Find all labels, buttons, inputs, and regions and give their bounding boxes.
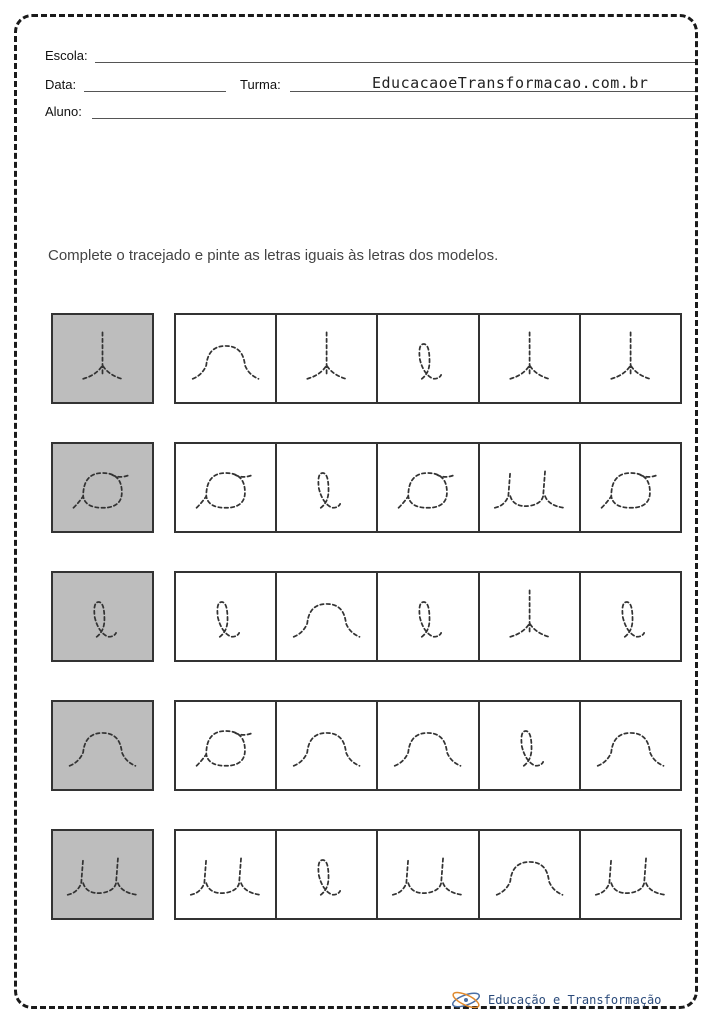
option-cell-o[interactable] <box>376 444 477 531</box>
model-letter-o <box>53 444 152 531</box>
option-letter-u <box>581 831 680 918</box>
dashed-letter-path <box>193 346 259 379</box>
options-row <box>174 829 682 920</box>
option-cell-u[interactable] <box>376 831 477 918</box>
options-row <box>174 700 682 791</box>
option-letter-o <box>581 444 680 531</box>
option-letter-l <box>581 573 680 660</box>
option-letter-n <box>378 702 477 789</box>
option-cell-n[interactable] <box>579 702 680 789</box>
option-cell-l[interactable] <box>176 573 275 660</box>
footer-brand-text: Educação e Transformação <box>488 993 662 1007</box>
data-line[interactable] <box>84 91 226 92</box>
option-letter-t <box>480 573 579 660</box>
option-letter-l <box>378 573 477 660</box>
option-cell-u[interactable] <box>579 831 680 918</box>
option-cell-o[interactable] <box>176 444 275 531</box>
option-cell-n[interactable] <box>176 315 275 402</box>
option-cell-l[interactable] <box>478 702 579 789</box>
option-cell-n[interactable] <box>478 831 579 918</box>
instruction-text: Complete o tracejado e pinte as letras iguais às letras dos modelos. <box>48 247 499 264</box>
dashed-letter-path <box>611 332 650 378</box>
option-letter-l <box>480 702 579 789</box>
options-row <box>174 442 682 533</box>
option-cell-n[interactable] <box>275 702 376 789</box>
option-letter-l <box>277 444 376 531</box>
dashed-letter-path <box>307 332 346 378</box>
option-cell-t[interactable] <box>275 315 376 402</box>
dashed-letter-path <box>399 473 455 508</box>
options-row <box>174 313 682 404</box>
model-letter-u <box>53 831 152 918</box>
dashed-letter-path <box>319 860 341 895</box>
atom-swoosh-icon <box>448 989 484 1011</box>
option-cell-u[interactable] <box>176 831 275 918</box>
dashed-letter-path <box>217 602 239 637</box>
option-letter-o <box>378 444 477 531</box>
dashed-letter-path <box>74 473 130 508</box>
option-letter-l <box>176 573 275 660</box>
escola-line[interactable] <box>95 62 695 63</box>
dashed-letter-path <box>393 858 463 895</box>
option-letter-t <box>581 315 680 402</box>
option-letter-t <box>480 315 579 402</box>
model-box-n[interactable] <box>51 700 154 791</box>
aluno-label: Aluno: <box>45 104 82 119</box>
dashed-letter-path <box>494 471 564 508</box>
dashed-letter-path <box>395 733 461 766</box>
option-letter-l <box>378 315 477 402</box>
dashed-letter-path <box>68 858 138 895</box>
option-letter-n <box>277 573 376 660</box>
dashed-letter-path <box>420 602 442 637</box>
dashed-letter-path <box>197 473 253 508</box>
dashed-letter-path <box>521 731 543 766</box>
footer-brand <box>448 989 661 1011</box>
dashed-letter-path <box>420 344 442 379</box>
option-cell-o[interactable] <box>176 702 275 789</box>
option-letter-u <box>480 444 579 531</box>
dashed-letter-path <box>294 733 360 766</box>
option-letter-n <box>176 315 275 402</box>
option-cell-t[interactable] <box>478 315 579 402</box>
dashed-letter-path <box>319 473 341 508</box>
option-letter-t <box>277 315 376 402</box>
option-letter-u <box>176 831 275 918</box>
turma-label: Turma: <box>240 77 281 92</box>
option-cell-l[interactable] <box>376 573 477 660</box>
dashed-letter-path <box>601 473 657 508</box>
data-label: Data: <box>45 77 77 92</box>
dashed-letter-path <box>510 590 549 636</box>
option-letter-n <box>480 831 579 918</box>
dashed-letter-path <box>510 332 549 378</box>
website-watermark: EducacaoeTransformacao.com.br <box>372 74 649 92</box>
dashed-letter-path <box>622 602 644 637</box>
dashed-letter-path <box>197 731 253 766</box>
option-cell-l[interactable] <box>275 831 376 918</box>
option-cell-t[interactable] <box>579 315 680 402</box>
dashed-letter-path <box>83 332 122 378</box>
model-box-l[interactable] <box>51 571 154 662</box>
option-cell-t[interactable] <box>478 573 579 660</box>
option-cell-l[interactable] <box>579 573 680 660</box>
option-cell-n[interactable] <box>275 573 376 660</box>
model-letter-n <box>53 702 152 789</box>
dashed-letter-path <box>596 858 666 895</box>
option-cell-l[interactable] <box>275 444 376 531</box>
option-cell-l[interactable] <box>376 315 477 402</box>
option-letter-o <box>176 702 275 789</box>
option-letter-u <box>378 831 477 918</box>
option-letter-o <box>176 444 275 531</box>
option-cell-o[interactable] <box>579 444 680 531</box>
dashed-letter-path <box>191 858 261 895</box>
option-cell-n[interactable] <box>376 702 477 789</box>
aluno-line[interactable] <box>92 118 695 119</box>
option-letter-n <box>277 702 376 789</box>
model-letter-l <box>53 573 152 660</box>
option-cell-u[interactable] <box>478 444 579 531</box>
dashed-letter-path <box>94 602 116 637</box>
options-row <box>174 571 682 662</box>
model-letter-t <box>53 315 152 402</box>
escola-label: Escola: <box>45 48 88 63</box>
model-box-u[interactable] <box>51 829 154 920</box>
dashed-letter-path <box>70 733 136 766</box>
option-letter-n <box>581 702 680 789</box>
model-box-t[interactable] <box>51 313 154 404</box>
dashed-letter-path <box>294 604 360 637</box>
dashed-letter-path <box>598 733 664 766</box>
model-box-o[interactable] <box>51 442 154 533</box>
option-letter-l <box>277 831 376 918</box>
dashed-letter-path <box>496 862 562 895</box>
